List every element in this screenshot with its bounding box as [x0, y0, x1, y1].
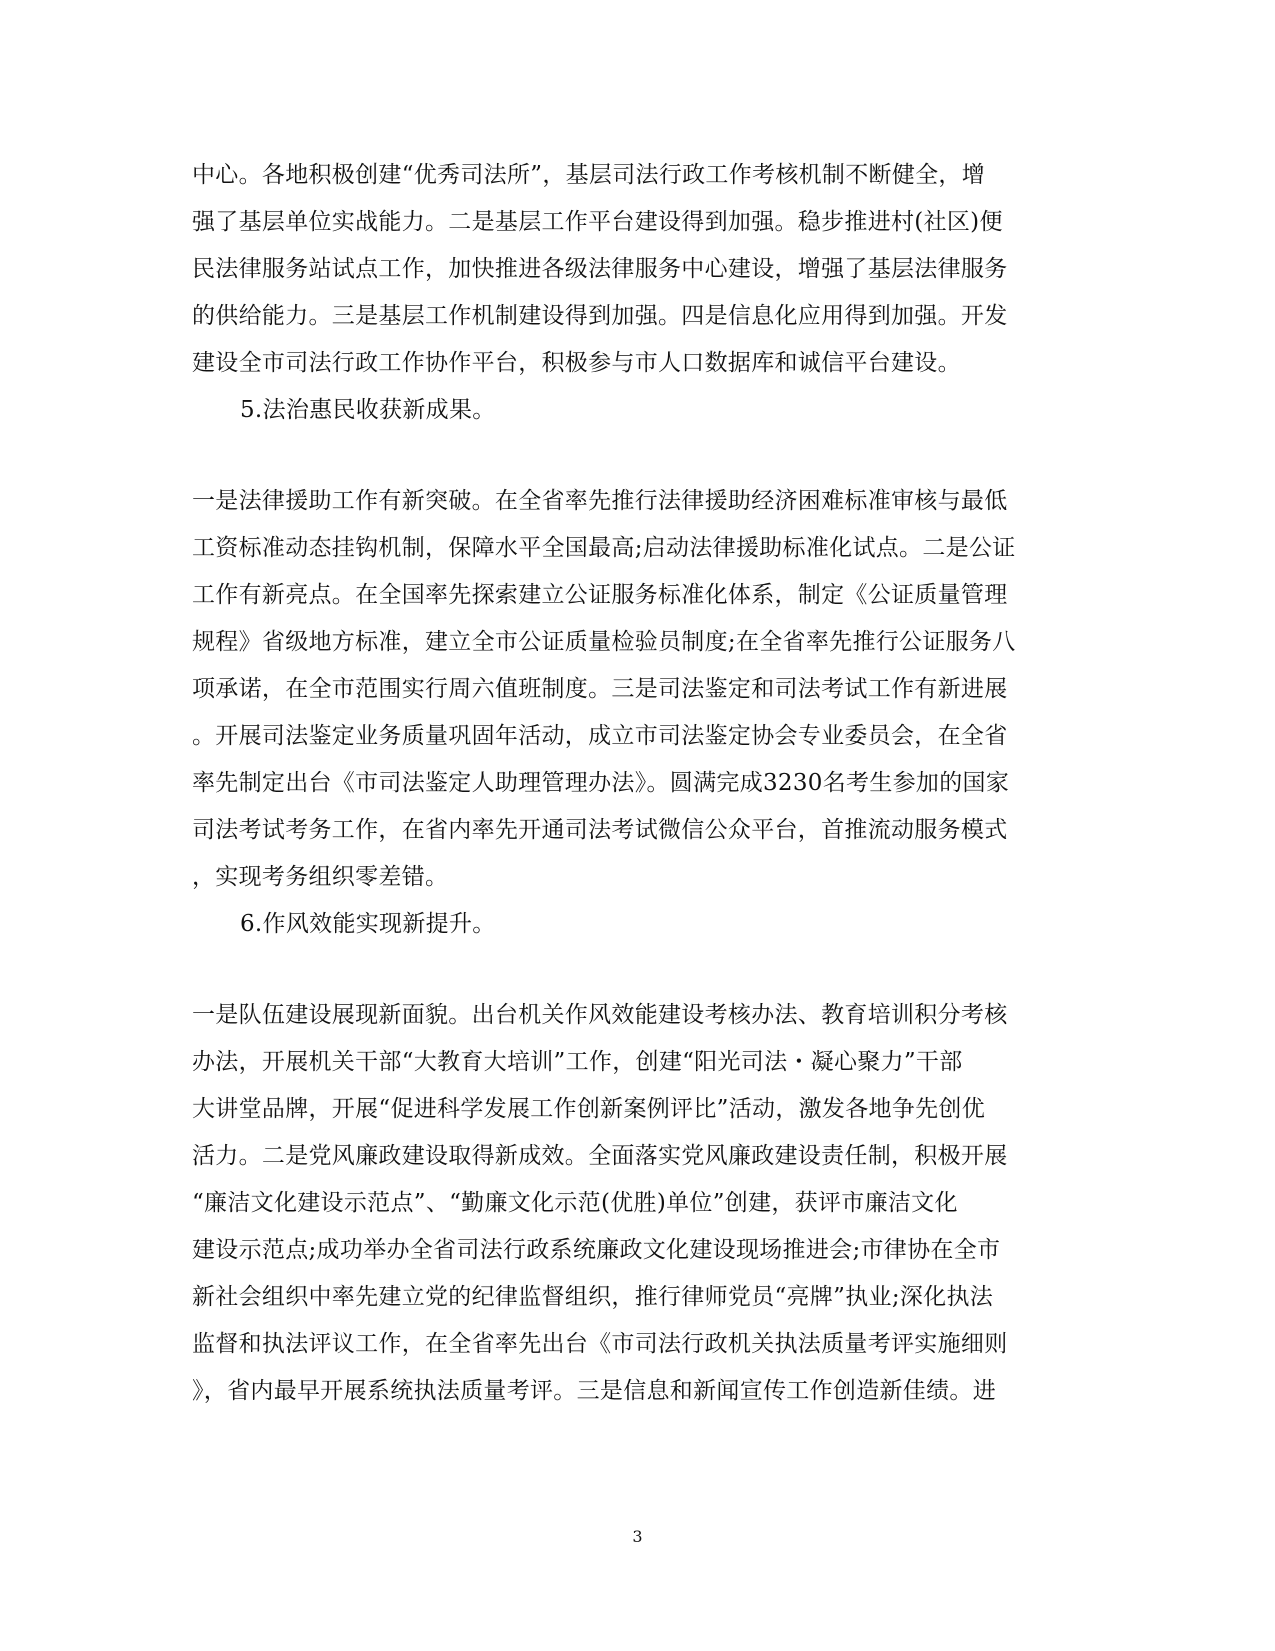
body-line: 规程》省级地方标准，建立全市公证质量检验员制度;在全省率先推行公证服务八 — [192, 629, 1016, 655]
section-heading-6: 6.作风效能实现新提升。 — [240, 911, 496, 937]
body-line: ，实现考务组织零差错。 — [192, 864, 449, 890]
body-line: 一是队伍建设展现新面貌。出台机关作风效能建设考核办法、教育培训积分考核 — [192, 1002, 1008, 1028]
body-line: “廉洁文化建设示范点”、“勤廉文化示范(优胜)单位”创建，获评市廉洁文化 — [192, 1190, 958, 1216]
body-line: 的供给能力。三是基层工作机制建设得到加强。四是信息化应用得到加强。开发 — [192, 303, 1008, 329]
body-line: 。开展司法鉴定业务质量巩固年活动，成立市司法鉴定协会专业委员会，在全省 — [192, 723, 1008, 749]
section-heading-5: 5.法治惠民收获新成果。 — [240, 397, 496, 423]
body-line: 建设全市司法行政工作协作平台，积极参与市人口数据库和诚信平台建设。 — [192, 350, 961, 376]
body-line: 监督和执法评议工作，在全省率先出台《市司法行政机关执法质量考评实施细则 — [192, 1331, 1008, 1357]
body-line: 项承诺，在全市范围实行周六值班制度。三是司法鉴定和司法考试工作有新进展 — [192, 676, 1008, 702]
body-line: 建设示范点;成功举办全省司法行政系统廉政文化建设现场推进会;市律协在全市 — [192, 1237, 1001, 1263]
page-number: 3 — [632, 1527, 643, 1546]
body-line: 办法，开展机关干部“大教育大培训”工作，创建“阳光司法・凝心聚力”干部 — [192, 1049, 963, 1075]
body-line: 新社会组织中率先建立党的纪律监督组织，推行律师党员“亮牌”执业;深化执法 — [192, 1284, 994, 1310]
body-line: 》，省内最早开展系统执法质量考评。三是信息和新闻宣传工作创造新佳绩。进 — [192, 1378, 996, 1404]
body-line: 率先制定出台《市司法鉴定人助理管理办法》。圆满完成3230名考生参加的国家 — [192, 770, 1010, 796]
body-line: 民法律服务站试点工作，加快推进各级法律服务中心建设，增强了基层法律服务 — [192, 256, 1008, 282]
body-line: 工资标准动态挂钩机制，保障水平全国最高;启动法律援助标准化试点。二是公证 — [192, 535, 1016, 561]
body-line: 司法考试考务工作，在省内率先开通司法考试微信公众平台，首推流动服务模式 — [192, 817, 1008, 843]
body-line: 大讲堂品牌，开展“促进科学发展工作创新案例评比”活动，激发各地争先创优 — [192, 1096, 986, 1122]
body-line: 中心。各地积极创建“优秀司法所”，基层司法行政工作考核机制不断健全，增 — [192, 162, 986, 188]
body-line: 强了基层单位实战能力。二是基层工作平台建设得到加强。稳步推进村(社区)便 — [192, 209, 1003, 235]
body-line: 工作有新亮点。在全国率先探索建立公证服务标准化体系，制定《公证质量管理 — [192, 582, 1008, 608]
body-line: 一是法律援助工作有新突破。在全省率先推行法律援助经济困难标准审核与最低 — [192, 488, 1008, 514]
body-line: 活力。二是党风廉政建设取得新成效。全面落实党风廉政建设责任制，积极开展 — [192, 1143, 1008, 1169]
